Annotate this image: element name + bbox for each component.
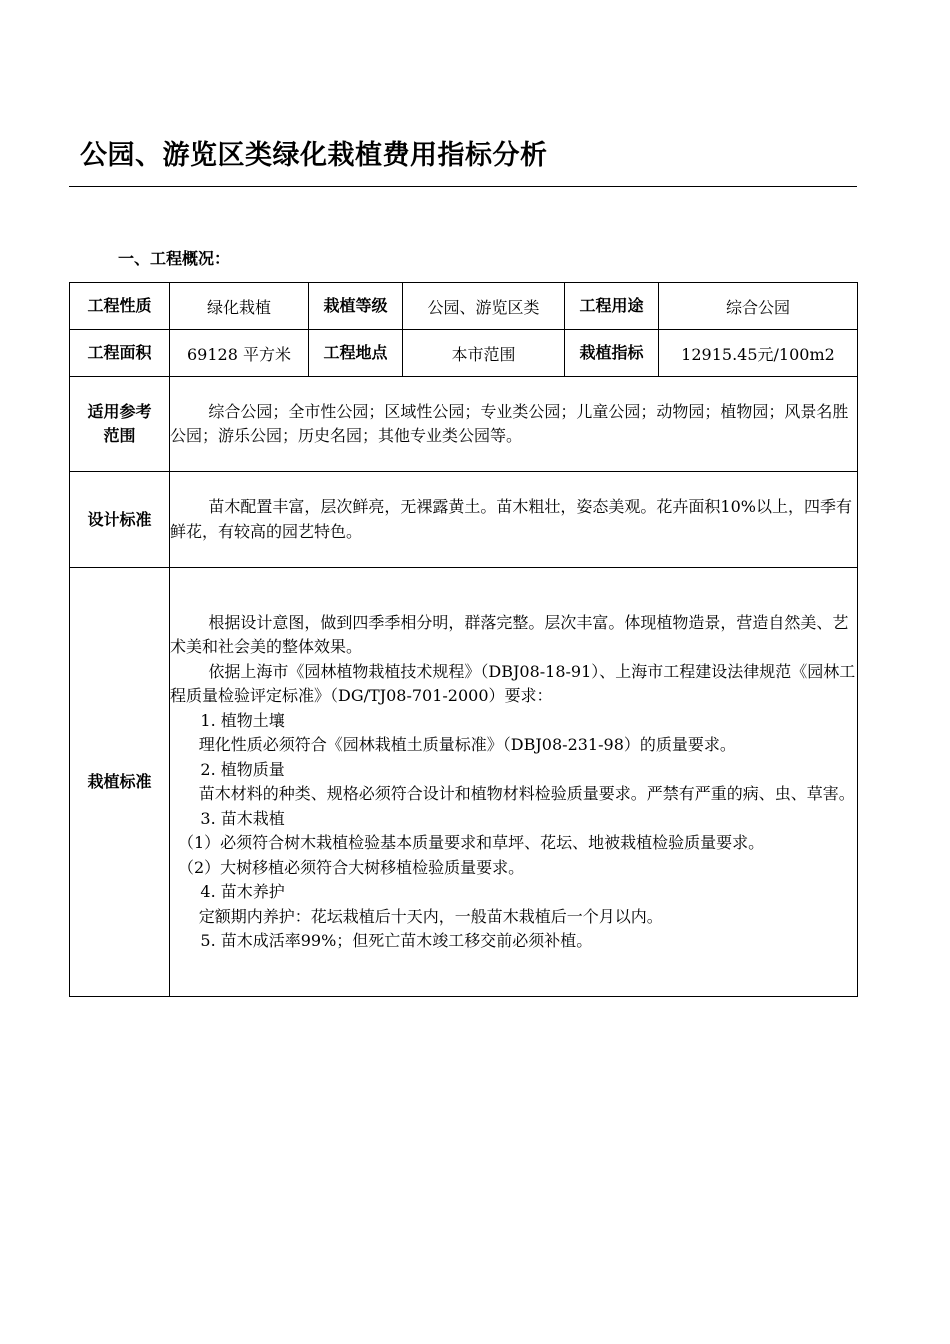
scope-label: 适用参考范围 bbox=[70, 377, 170, 472]
standard-line: （1）必须符合树木栽植检验基本质量要求和草坪、花坛、地被栽植检验质量要求。 bbox=[178, 833, 765, 852]
nature-value: 绿化栽植 bbox=[170, 283, 309, 330]
standard-line: 4. 苗木养护 bbox=[200, 882, 285, 901]
standard-line: 1. 植物土壤 bbox=[200, 710, 285, 730]
scope-text: 综合公园；全市性公园；区域性公园；专业类公园；儿童公园；动物园；植物园；风景名胜公园；游乐公园；历史名园；其他专业类公园等。 bbox=[170, 401, 849, 445]
standard-line: 3. 苗木栽植 bbox=[200, 808, 285, 828]
nature-label: 工程性质 bbox=[70, 283, 170, 330]
standard-line: 根据设计意图，做到四季季相分明，群落完整。层次丰富。体现植物造景，营造自然美、艺术美和社会美的整体效果。 bbox=[170, 612, 849, 656]
standard-line: 理化性质必须符合《园林栽植土质量标准》（DBJ08-231-98）的质量要求。 bbox=[198, 735, 736, 754]
standard-line: 5. 苗木成活率99%；但死亡苗木竣工移交前必须补植。 bbox=[200, 931, 593, 950]
index-label: 栽植指标 bbox=[565, 330, 659, 377]
table-row bbox=[70, 377, 858, 472]
standard-line: 依据上海市《园林植物栽植技术规程》（DBJ08-18-91）、上海市工程建设法律规范《园林工程质量检验评定标准》（DG/TJ08-701-2000）要求： bbox=[170, 661, 856, 705]
table-row bbox=[70, 472, 858, 568]
standard-cell bbox=[170, 568, 858, 997]
usage-label: 工程用途 bbox=[565, 283, 659, 330]
area-value: 69128 平方米 bbox=[170, 330, 309, 377]
table-row bbox=[70, 568, 858, 997]
standard-line: 定额期内养护：花坛栽植后十天内，一般苗木栽植后一个月以内。 bbox=[198, 906, 663, 926]
standard-line: 2. 植物质量 bbox=[200, 759, 285, 779]
grade-value: 公园、游览区类 bbox=[403, 283, 565, 330]
section-heading: 一、工程概况： bbox=[118, 249, 231, 268]
scope-cell bbox=[170, 377, 858, 472]
area-label: 工程面积 bbox=[70, 330, 170, 377]
location-label: 工程地点 bbox=[309, 330, 403, 377]
standard-line: 苗木材料的种类、规格必须符合设计和植物材料检验质量要求。严禁有严重的病、虫、草害。 bbox=[198, 784, 855, 803]
standard-line: （2）大树移植必须符合大树移植检验质量要求。 bbox=[178, 857, 525, 877]
grade-label: 栽植等级 bbox=[309, 283, 403, 330]
title-divider bbox=[69, 186, 857, 187]
project-overview-table bbox=[69, 282, 858, 997]
table-row bbox=[70, 330, 858, 377]
index-value: 12915.45元/100m2 bbox=[659, 330, 858, 377]
standard-label: 栽植标准 bbox=[70, 568, 170, 997]
design-cell bbox=[170, 472, 858, 568]
location-value: 本市范围 bbox=[403, 330, 565, 377]
design-label: 设计标准 bbox=[70, 472, 170, 568]
usage-value: 综合公园 bbox=[659, 283, 858, 330]
design-text: 苗木配置丰富，层次鲜亮，无裸露黄土。苗木粗壮，姿态美观。花卉面积10%以上，四季有鲜花，有较高的园艺特色。 bbox=[170, 497, 852, 541]
table-row bbox=[70, 283, 858, 330]
page-title: 公园、游览区类绿化栽植费用指标分析 bbox=[80, 140, 548, 171]
